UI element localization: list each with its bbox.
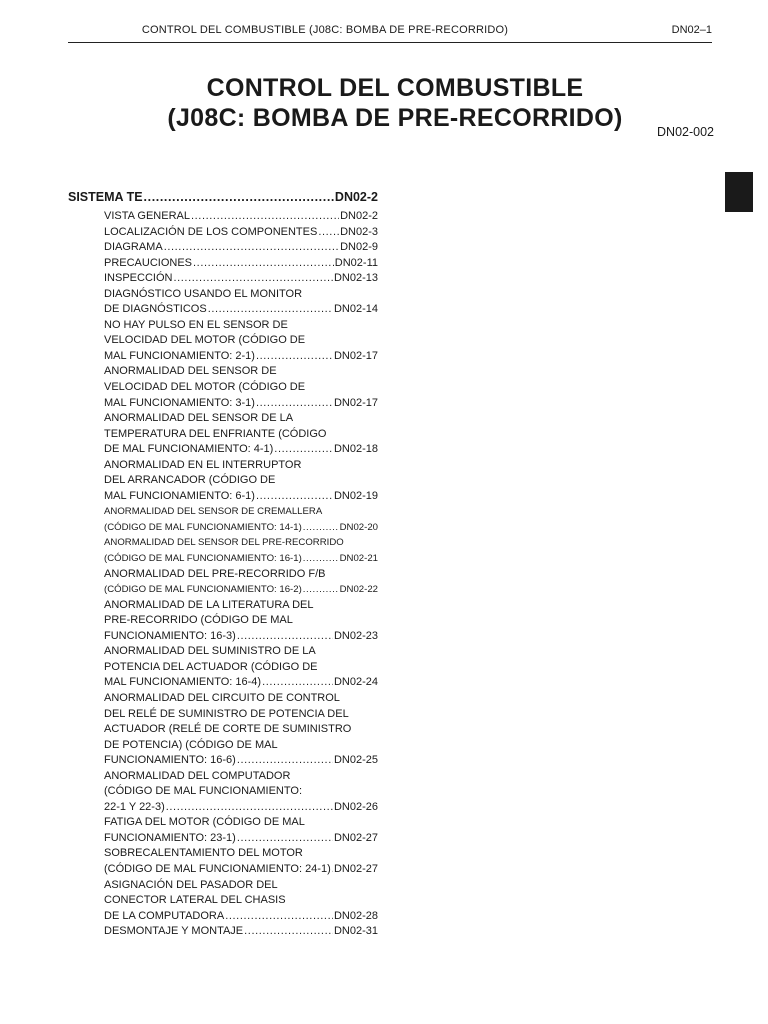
leader-dots: [274, 442, 333, 458]
header-divider: [68, 42, 712, 43]
toc-entry-line: [104, 427, 378, 443]
toc-entry-label: DE DIAGNÓSTICOS: [104, 303, 207, 316]
toc-entry-label: ANORMALIDAD DEL SENSOR DEL PRE-RECORRIDO: [104, 537, 344, 549]
leader-dots: [193, 256, 334, 272]
toc-entry-line: [104, 520, 378, 536]
toc-entry-label: INSPECCIÓN: [104, 272, 173, 285]
toc-entry-label: MAL FUNCIONAMIENTO: 3-1): [104, 396, 255, 409]
toc-entry-line: [104, 535, 378, 551]
toc-entry-line: [104, 442, 378, 458]
toc-entry-line: [104, 675, 378, 691]
leader-dots: [262, 675, 333, 691]
toc-entry-label: MAL FUNCIONAMIENTO: 6-1): [104, 489, 255, 502]
toc-entry[interactable]: [104, 458, 378, 505]
toc-entry-label: ANORMALIDAD EN EL INTERRUPTOR: [104, 458, 302, 471]
toc-entry-line: [104, 225, 378, 241]
toc-entry-line: [104, 473, 378, 489]
toc-entry[interactable]: [104, 504, 378, 535]
toc-entry[interactable]: [104, 846, 378, 877]
leader-dots: [144, 190, 334, 204]
toc-entry-label: ANORMALIDAD DEL CIRCUITO DE CONTROL: [104, 691, 340, 704]
toc-entry[interactable]: [104, 815, 378, 846]
toc-entry-line: [104, 846, 378, 862]
toc-entry-label: SOBRECALENTAMIENTO DEL MOTOR: [104, 847, 303, 860]
toc-entry-label: FUNCIONAMIENTO: 23-1): [104, 831, 236, 844]
toc-entry-label: DEL ARRANCADOR (CÓDIGO DE: [104, 474, 276, 487]
toc-entry-page: DN02-23: [333, 629, 378, 642]
leader-dots: [256, 396, 333, 412]
toc-entry-label: VELOCIDAD DEL MOTOR (CÓDIGO DE: [104, 381, 306, 394]
toc-entry-page: DN02-27: [333, 831, 378, 844]
toc-entry[interactable]: [104, 411, 378, 458]
leader-dots: [166, 800, 333, 816]
toc-entry-line: [104, 582, 378, 598]
leader-dots: [208, 302, 333, 318]
toc-entry-line: [104, 567, 378, 583]
toc-entry-label: PRECAUCIONES: [104, 256, 193, 269]
toc-entry[interactable]: [104, 691, 378, 769]
toc-entry-line: [104, 396, 378, 412]
toc-entry-line: [104, 489, 378, 505]
leader-dots: [318, 225, 339, 241]
toc-entry-label: LOCALIZACIÓN DE LOS COMPONENTES: [104, 225, 318, 238]
section-heading-label: SISTEMA TE: [68, 190, 143, 204]
toc-entry-label: DE MAL FUNCIONAMIENTO: 4-1): [104, 443, 274, 456]
document-code: DN02-002: [657, 125, 714, 139]
toc-entry-line: [104, 287, 378, 303]
toc-entry-line: [104, 862, 378, 878]
leader-dots: [237, 831, 333, 847]
toc-entry-line: [104, 504, 378, 520]
toc-entry-line: [104, 722, 378, 738]
toc-entry-label: ACTUADOR (RELÉ DE CORTE DE SUMINISTRO: [104, 723, 352, 736]
toc-entry-line: [104, 629, 378, 645]
leader-dots: [256, 489, 333, 505]
toc-entry-line: [104, 660, 378, 676]
toc-entry-line: [104, 784, 378, 800]
toc-entry-label: VELOCIDAD DEL MOTOR (CÓDIGO DE: [104, 334, 306, 347]
toc-entry-line: [104, 271, 378, 287]
toc-entry[interactable]: [104, 878, 378, 925]
running-header-title: CONTROL DEL COMBUSTIBLE (J08C: BOMBA DE PRE-RECORRIDO): [141, 24, 509, 36]
toc-entry-label: FUNCIONAMIENTO: 16-3): [104, 629, 236, 642]
toc-entry-page: DN02-11: [334, 256, 378, 269]
toc-entry-line: [104, 551, 378, 567]
toc-entry-line: [104, 318, 378, 334]
toc-entry-page: DN02-22: [339, 584, 378, 596]
toc-entry-page: DN02-25: [333, 754, 378, 767]
page-title: [100, 73, 690, 133]
leader-dots: [164, 240, 339, 256]
toc-entry-line: [104, 691, 378, 707]
toc-entry-label: DEL RELÉ DE SUMINISTRO DE POTENCIA DEL: [104, 707, 349, 720]
toc-entry-label: PRE-RECORRIDO (CÓDIGO DE MAL: [104, 614, 293, 627]
page-title-line-1: CONTROL DEL COMBUSTIBLE: [206, 74, 584, 102]
toc-entry-line: [104, 753, 378, 769]
toc-entry-label: ANORMALIDAD DEL SENSOR DE LA: [104, 412, 294, 425]
toc-entry-line: [104, 924, 378, 940]
toc-entry-page: DN02-26: [333, 800, 378, 813]
table-of-contents: [104, 209, 378, 940]
toc-entry-label: ANORMALIDAD DEL SENSOR DE CREMALLERA: [104, 506, 323, 518]
leader-dots: [244, 924, 333, 940]
header-page-number: DN02–1: [671, 24, 712, 36]
section-tab-marker: [725, 172, 753, 212]
toc-entry-page: DN02-20: [339, 521, 378, 533]
toc-entry-label: (CÓDIGO DE MAL FUNCIONAMIENTO: 24-1): [104, 862, 331, 875]
toc-entry[interactable]: [104, 364, 378, 411]
toc-entry[interactable]: [104, 318, 378, 365]
toc-entry-line: [104, 209, 378, 225]
toc-entry-label: DIAGNÓSTICO USANDO EL MONITOR: [104, 287, 303, 300]
toc-entry-page: DN02-21: [339, 553, 378, 565]
toc-entry-line: [104, 458, 378, 474]
toc-entry[interactable]: [104, 225, 378, 241]
leader-dots: [303, 551, 339, 567]
leader-dots: [173, 271, 333, 287]
toc-entry-page: DN02-17: [333, 349, 378, 362]
toc-entry-line: [104, 411, 378, 427]
leader-dots: [237, 753, 333, 769]
leader-dots: [303, 520, 339, 536]
leader-dots: [191, 209, 339, 225]
toc-entry[interactable]: [104, 644, 378, 691]
toc-entry-page: DN02-14: [333, 303, 378, 316]
toc-entry-label: DESMONTAJE Y MONTAJE: [104, 925, 244, 938]
toc-entry-line: [104, 380, 378, 396]
page-title-line-2: (J08C: BOMBA DE PRE-RECORRIDO): [167, 104, 623, 132]
toc-entry-page: DN02-9: [340, 241, 378, 254]
toc-entry-line: [104, 909, 378, 925]
toc-entry-line: [104, 364, 378, 380]
toc-entry-page: DN02-27: [333, 862, 378, 875]
toc-entry[interactable]: [104, 240, 378, 256]
toc-entry-label: VISTA GENERAL: [104, 210, 190, 222]
toc-entry-page: DN02-28: [333, 909, 378, 922]
toc-entry[interactable]: [104, 567, 378, 598]
toc-entry-label: POTENCIA DEL ACTUADOR (CÓDIGO DE: [104, 660, 318, 673]
toc-entry-line: [104, 738, 378, 754]
toc-entry-label: (CÓDIGO DE MAL FUNCIONAMIENTO: 14-1): [104, 521, 302, 533]
toc-entry-line: [104, 256, 378, 272]
toc-entry-line: [104, 644, 378, 660]
toc-entry[interactable]: [104, 598, 378, 645]
leader-dots: [237, 629, 333, 645]
toc-entry[interactable]: [104, 256, 378, 272]
toc-entry-label: ANORMALIDAD DEL COMPUTADOR: [104, 769, 291, 782]
toc-entry-page: DN02-13: [333, 272, 378, 285]
toc-entry-page: DN02-24: [333, 676, 378, 689]
toc-entry-label: FUNCIONAMIENTO: 16-6): [104, 754, 236, 767]
toc-entry-label: (CÓDIGO DE MAL FUNCIONAMIENTO:: [104, 785, 303, 798]
toc-entry-page: DN02-3: [340, 225, 378, 238]
leader-dots: [303, 582, 339, 598]
toc-entry-line: [104, 878, 378, 894]
toc-entry-label: 22-1 Y 22-3): [104, 800, 165, 813]
toc-entry-label: MAL FUNCIONAMIENTO: 2-1): [104, 349, 255, 362]
toc-entry-label: ANORMALIDAD DEL PRE-RECORRIDO F/B: [104, 567, 326, 580]
toc-entry-page: DN02-2: [340, 210, 378, 222]
toc-entry-label: (CÓDIGO DE MAL FUNCIONAMIENTO: 16-1): [104, 553, 302, 565]
leader-dots: [225, 909, 333, 925]
toc-entry-label: (CÓDIGO DE MAL FUNCIONAMIENTO: 16-2): [104, 584, 302, 596]
toc-entry-label: ANORMALIDAD DE LA LITERATURA DEL: [104, 598, 314, 611]
toc-entry[interactable]: [104, 209, 378, 225]
toc-entry-page: DN02-17: [333, 396, 378, 409]
toc-entry-page: DN02-31: [333, 925, 378, 938]
toc-entry-page: DN02-18: [333, 443, 378, 456]
section-heading-page: DN02-2: [334, 190, 378, 204]
toc-entry-label: DIAGRAMA: [104, 241, 163, 254]
toc-entry-line: [104, 333, 378, 349]
toc-entry-label: DE LA COMPUTADORA: [104, 909, 225, 922]
toc-entry-line: [104, 598, 378, 614]
toc-entry-line: [104, 893, 378, 909]
toc-entry-line: [104, 613, 378, 629]
leader-dots: [256, 349, 333, 365]
toc-entry-label: CONECTOR LATERAL DEL CHASIS: [104, 894, 286, 907]
toc-section-heading[interactable]: [68, 190, 378, 208]
toc-entry[interactable]: [104, 769, 378, 816]
toc-entry-label: FATIGA DEL MOTOR (CÓDIGO DE MAL: [104, 816, 305, 829]
toc-entry-label: ANORMALIDAD DEL SUMINISTRO DE LA: [104, 645, 316, 658]
toc-entry-line: [104, 302, 378, 318]
toc-entry-label: MAL FUNCIONAMIENTO: 16-4): [104, 676, 262, 689]
toc-entry-line: [104, 831, 378, 847]
leader-dots: [332, 862, 333, 878]
toc-entry[interactable]: [104, 535, 378, 566]
toc-entry-line: [104, 240, 378, 256]
toc-entry-line: [104, 349, 378, 365]
toc-entry-label: NO HAY PULSO EN EL SENSOR DE: [104, 318, 288, 331]
toc-entry-page: DN02-19: [333, 489, 378, 502]
toc-entry-label: TEMPERATURA DEL ENFRIANTE (CÓDIGO: [104, 427, 327, 440]
toc-entry-line: [104, 815, 378, 831]
toc-entry[interactable]: [104, 271, 378, 287]
toc-entry-line: [104, 769, 378, 785]
toc-entry[interactable]: [104, 287, 378, 318]
toc-entry-label: DE POTENCIA) (CÓDIGO DE MAL: [104, 738, 278, 751]
toc-entry-label: ASIGNACIÓN DEL PASADOR DEL: [104, 878, 278, 891]
toc-entry-line: [104, 707, 378, 723]
toc-entry[interactable]: [104, 924, 378, 940]
toc-entry-label: ANORMALIDAD DEL SENSOR DE: [104, 365, 277, 378]
toc-entry-line: [104, 800, 378, 816]
